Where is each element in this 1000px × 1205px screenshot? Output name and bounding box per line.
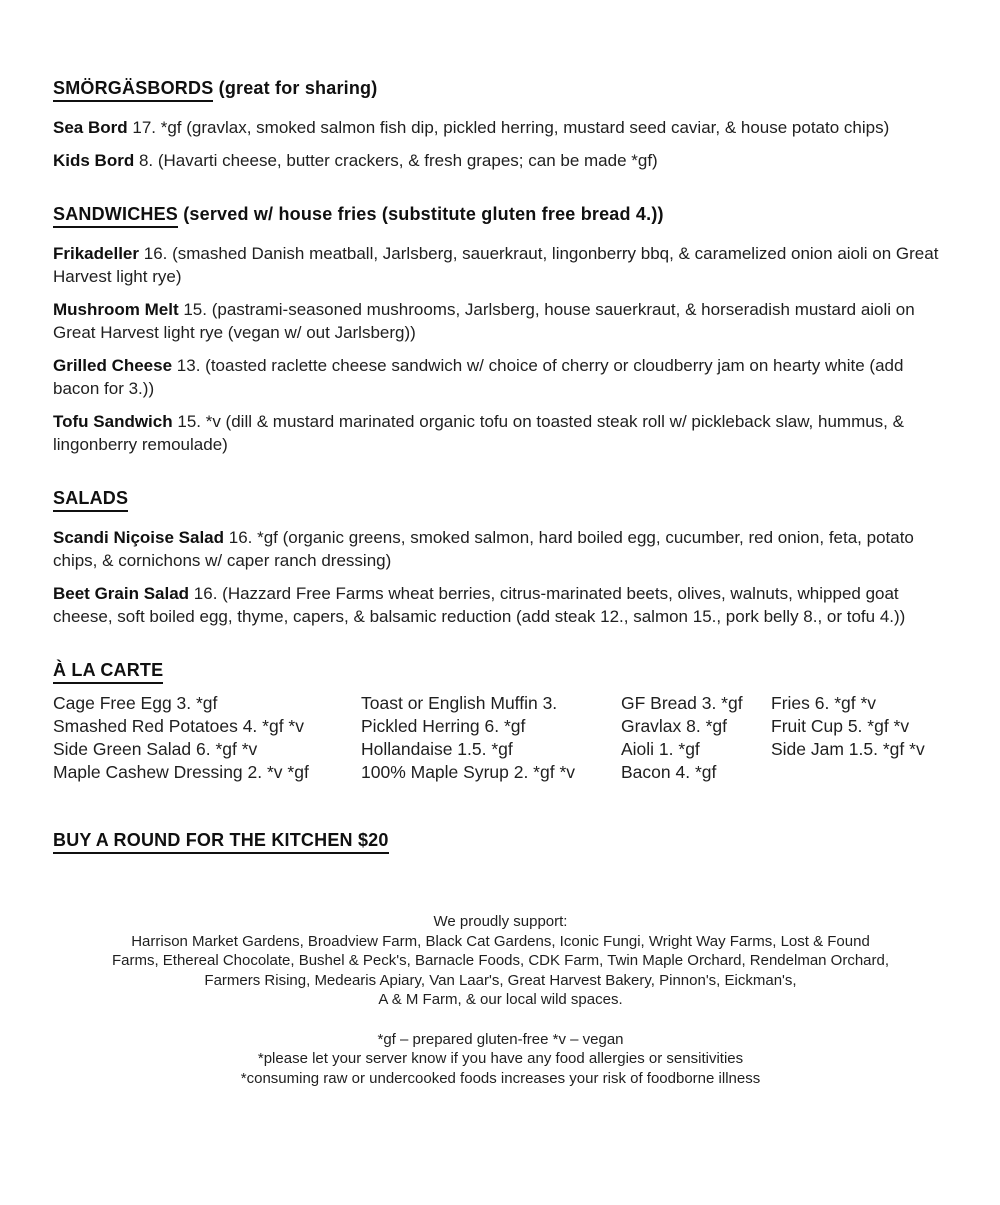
sandwiches-heading-suffix: (served w/ house fries (substitute gluten free bread 4.)) — [178, 204, 664, 224]
item-desc: 13. (toasted raclette cheese sandwich w/ choice of cherry or cloudberry jam on hearty white (add bacon for 3.)) — [53, 356, 904, 398]
alacarte-item-side-jam: Side Jam 1.5. *gf *v — [771, 739, 925, 759]
footer — [53, 912, 948, 1088]
item-scandi-nicoise-salad — [53, 526, 948, 572]
item-desc: 8. (Havarti cheese, butter crackers, & fresh grapes; can be made *gf) — [138, 151, 658, 170]
item-mushroom-melt — [53, 298, 948, 344]
alacarte-column-3 — [621, 692, 771, 784]
alacarte-column-1 — [53, 692, 361, 784]
alacarte-item-hollandaise: Hollandaise 1.5. *gf — [361, 739, 513, 759]
alacarte-grid — [53, 692, 948, 784]
item-name: Sea Bord — [53, 118, 128, 137]
support-title: We proudly support: — [433, 913, 568, 930]
item-desc: 16. *gf (organic greens, smoked salmon, hard boiled egg, cucumber, red onion, feta, potato chips, & cornichons w/ caper ranch dressing) — [53, 528, 914, 570]
alacarte-item-fries: Fries 6. *gf *v — [771, 693, 877, 713]
alacarte-item-pickled-herring: Pickled Herring 6. *gf — [361, 716, 526, 736]
item-kids-bord — [53, 149, 948, 172]
smorgasbords-heading — [53, 78, 948, 102]
sandwiches-heading-underlined: SANDWICHES — [53, 204, 178, 228]
footer-notes — [53, 1030, 948, 1089]
item-desc: 17. *gf (gravlax, smoked salmon fish dip, pickled herring, mustard seed caviar, & house potato chips) — [132, 118, 890, 137]
item-grilled-cheese — [53, 354, 948, 400]
smorgasbords-heading-underlined: SMÖRGÄSBORDS — [53, 78, 213, 102]
item-tofu-sandwich — [53, 410, 948, 456]
alacarte-item-maple-cashew-dressing: Maple Cashew Dressing 2. *v *gf — [53, 762, 309, 782]
support-line-1: Harrison Market Gardens, Broadview Farm, Black Cat Gardens, Iconic Fungi, Wright Way Farms, Lost & Found — [131, 932, 870, 950]
salads-heading — [53, 488, 948, 512]
item-desc: 15. (pastrami-seasoned mushrooms, Jarlsberg, house sauerkraut, & horseradish mustard aioli on Great Harvest light rye (vegan w/ out Jarlsberg)) — [53, 300, 915, 342]
section-a-la-carte — [53, 660, 948, 784]
item-name: Frikadeller — [53, 244, 139, 263]
support-line-3: Farmers Rising, Medearis Apiary, Van Laar's, Great Harvest Bakery, Pinnon's, Eickman's, — [204, 971, 797, 989]
item-name: Mushroom Melt — [53, 300, 179, 319]
alacarte-item-gravlax: Gravlax 8. *gf — [621, 716, 728, 736]
alacarte-column-4 — [771, 692, 948, 784]
alacarte-item-aioli: Aioli 1. *gf — [621, 739, 700, 759]
section-smorgasbords — [53, 78, 948, 172]
item-name: Beet Grain Salad — [53, 584, 190, 603]
item-desc: 16. (Hazzard Free Farms wheat berries, citrus-marinated beets, olives, walnuts, whipped goat cheese, soft boiled egg, thyme, capers, & balsamic reduction (add steak 12., salmon 15., pork belly 8., or tofu 4.)) — [53, 584, 906, 626]
a-la-carte-heading-underlined: À LA CARTE — [53, 660, 163, 684]
buy-a-round-heading-underlined: BUY A ROUND FOR THE KITCHEN $20 — [53, 830, 389, 854]
alacarte-item-fruit-cup: Fruit Cup 5. *gf *v — [771, 716, 910, 736]
alacarte-item-cage-free-egg: Cage Free Egg 3. *gf — [53, 693, 218, 713]
section-salads — [53, 488, 948, 628]
item-name: Tofu Sandwich — [53, 412, 173, 431]
alacarte-item-side-green-salad: Side Green Salad 6. *gf *v — [53, 739, 258, 759]
buy-a-round-heading — [53, 830, 948, 854]
a-la-carte-heading — [53, 660, 948, 684]
alacarte-item-bacon: Bacon 4. *gf — [621, 762, 717, 782]
alacarte-item-gf-bread: GF Bread 3. *gf — [621, 693, 743, 713]
item-sea-bord — [53, 116, 948, 139]
item-desc: 15. *v (dill & mustard marinated organic tofu on toasted steak roll w/ pickleback slaw, hummus, & lingonberry remoulade) — [53, 412, 904, 454]
smorgasbords-heading-suffix: (great for sharing) — [213, 78, 378, 98]
alacarte-item-maple-syrup: 100% Maple Syrup 2. *gf *v — [361, 762, 576, 782]
item-frikadeller — [53, 242, 948, 288]
sandwiches-heading — [53, 204, 948, 228]
alacarte-item-toast-english-muffin: Toast or English Muffin 3. — [361, 693, 558, 713]
note-allergies: *please let your server know if you have any food allergies or sensitivities — [257, 1050, 744, 1067]
item-name: Scandi Niçoise Salad — [53, 528, 225, 547]
support-line-2: Farms, Ethereal Chocolate, Bushel & Peck's, Barnacle Foods, CDK Farm, Twin Maple Orchard, Rendelman Orchard, — [111, 952, 890, 969]
note-raw-foods: *consuming raw or undercooked foods increases your risk of foodborne illness — [240, 1069, 761, 1087]
item-desc: 16. (smashed Danish meatball, Jarlsberg, sauerkraut, lingonberry bbq, & caramelized onion aioli on Great Harvest light rye) — [53, 244, 939, 286]
alacarte-item-smashed-red-potatoes: Smashed Red Potatoes 4. *gf *v — [53, 716, 304, 736]
item-name: Grilled Cheese — [53, 356, 173, 375]
alacarte-column-2 — [361, 692, 621, 784]
note-gf-vegan-legend: *gf – prepared gluten-free *v – vegan — [377, 1030, 624, 1048]
support-line-4: A & M Farm, & our local wild spaces. — [378, 991, 623, 1008]
item-beet-grain-salad — [53, 582, 948, 628]
salads-heading-underlined: SALADS — [53, 488, 128, 512]
section-sandwiches — [53, 204, 948, 456]
item-name: Kids Bord — [53, 151, 135, 170]
